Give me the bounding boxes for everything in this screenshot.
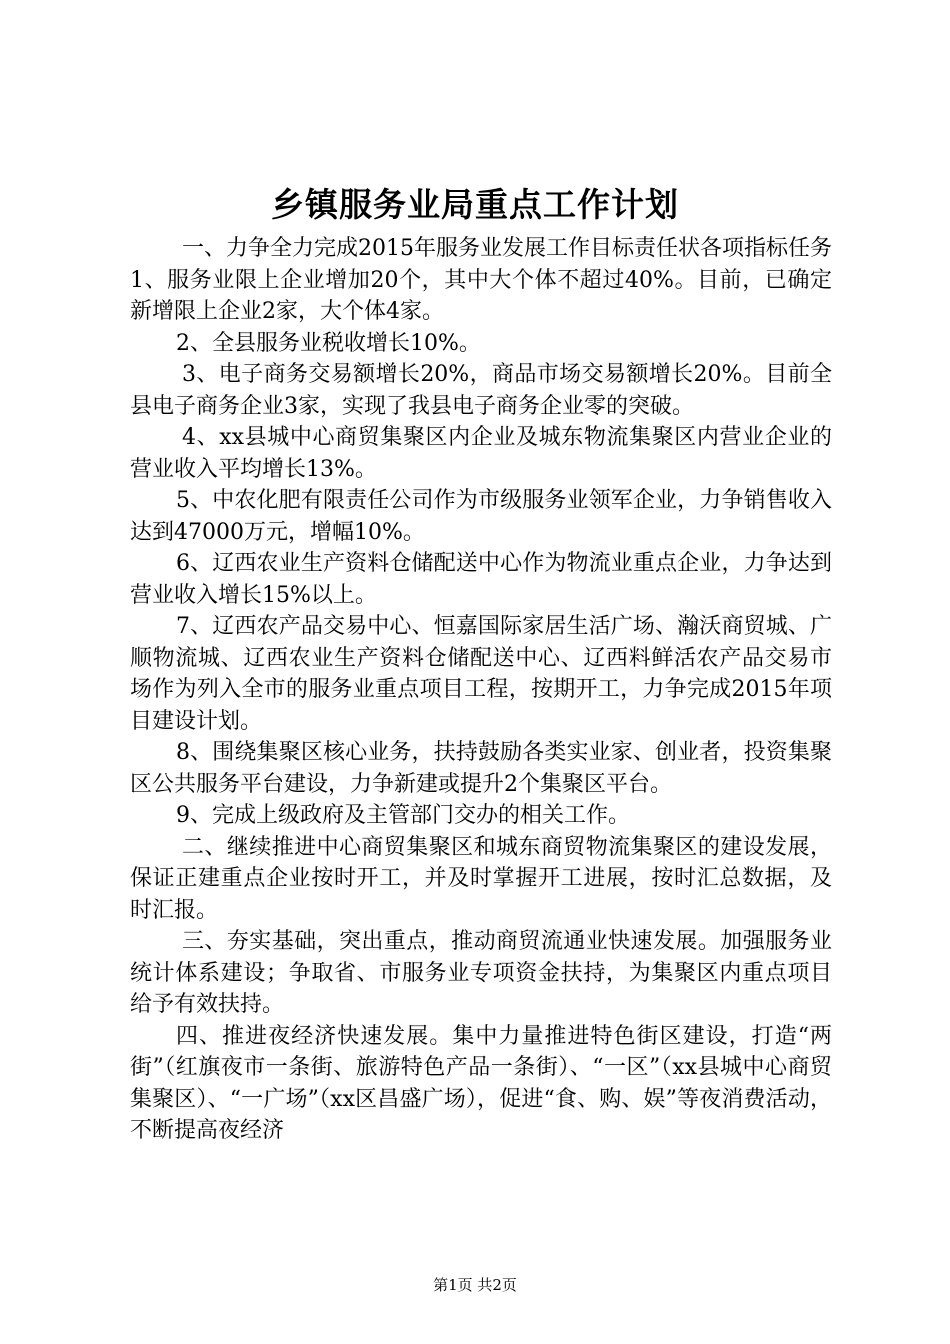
paragraph-section-1: 一、力争全力完成2015年服务业发展工作目标责任状各项指标任务1、服务业限上企业增加20个，其中大个体不超过40%。目前，已确定新增限上企业2家，大个体4家。: [130, 236, 832, 324]
paragraph-section-3: 三、夯实基础，突出重点，推动商贸流通业快速发展。加强服务业统计体系建设；争取省、市服务业专项资金扶持，为集聚区内重点项目给予有效扶持。: [130, 929, 832, 1017]
paragraph-item-7: 7、辽西农产品交易中心、恒嘉国际家居生活广场、瀚沃商贸城、广顺物流城、辽西农业生产资料仓储配送中心、辽西料鲜活农产品交易市场作为列入全市的服务业重点项目工程，按期开工，力争完成2015年项目建设计划。: [130, 614, 832, 734]
paragraph-item-5: 5、中农化肥有限责任公司作为市级服务业领军企业，力争销售收入达到47000万元，增幅10%。: [130, 488, 832, 545]
paragraph-item-3: 3、电子商务交易额增长20%，商品市场交易额增长20%。目前全县电子商务企业3家，实现了我县电子商务企业零的突破。: [130, 362, 832, 419]
paragraph-section-4: 四、推进夜经济快速发展。集中力量推进特色街区建设，打造“两街”（红旗夜市一条街、旅游特色产品一条街）、“一区”（xx县城中心商贸集聚区）、“一广场”（xx区昌盛广场），促进“食、购、娱”等夜消费活动，不断提高夜经济: [130, 1023, 832, 1143]
page-title: 乡镇服务业局重点工作计划: [271, 185, 679, 224]
paragraph-item-9: 9、完成上级政府及主管部门交办的相关工作。: [176, 803, 630, 828]
paragraph-item-6: 6、辽西农业生产资料仓储配送中心作为物流业重点企业，力争达到营业收入增长15%以上。: [130, 551, 832, 608]
paragraph-item-2: 2、全县服务业税收增长10%。: [176, 330, 481, 356]
paragraph-item-8: 8、围绕集聚区核心业务，扶持鼓励各类实业家、创业者，投资集聚区公共服务平台建设，力争新建或提升2个集聚区平台。: [130, 740, 832, 797]
paragraph-item-4: 4、xx县城中心商贸集聚区内企业及城东物流集聚区内营业企业的营业收入平均增长13%。: [130, 425, 832, 482]
document-body: [130, 233, 832, 1147]
paragraph-section-2: 二、继续推进中心商贸集聚区和城东商贸物流集聚区的建设发展，保证正建重点企业按时开工，并及时掌握开工进展，按时汇总数据，及时汇报。: [130, 834, 832, 923]
page-footer: 第1页 共2页: [433, 1276, 517, 1294]
